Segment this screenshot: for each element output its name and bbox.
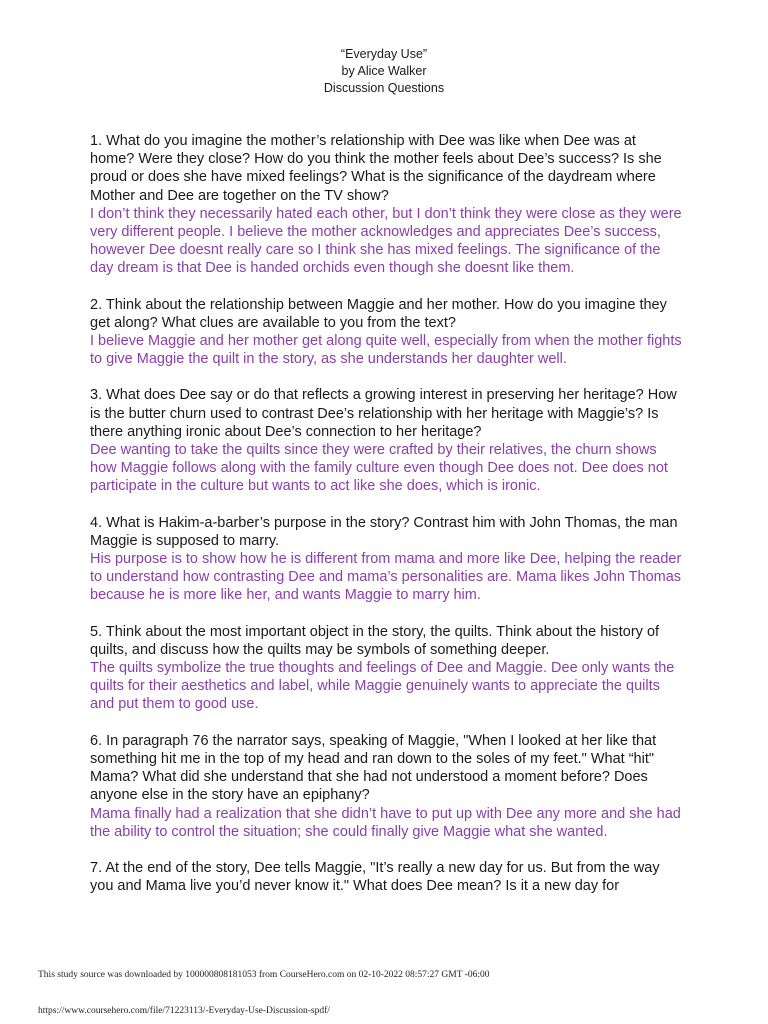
question-text: 1. What do you imagine the mother’s relationship with Dee was like when Dee was at home? Were they close? How do you think the mother feels about Dee’s success? Is she proud or does she have mixed feelings? What is the significance of the daydream where Mother and Dee are together on the TV show? bbox=[90, 133, 662, 204]
source-url: https://www.coursehero.com/file/71223113/-Everyday-Use-Discussion-spdf/ bbox=[38, 1006, 330, 1016]
question-block-2 bbox=[90, 296, 682, 369]
questions-list bbox=[90, 132, 682, 913]
question-text: 6. In paragraph 76 the narrator says, speaking of Maggie, "When I looked at her like that something hit me in the top of my head and ran down to the soles of my feet." What “hit" Mama? What did she understand that she had not understood a moment before? Does anyone else in the story have an epiphany? bbox=[90, 732, 657, 804]
question-block-1 bbox=[90, 132, 682, 278]
download-source-note: This study source was downloaded by 100000808181053 from CourseHero.com on 02-10-2022 08:57:27 GMT -06:00 bbox=[38, 970, 490, 980]
answer-text: Dee wanting to take the quilts since they were crafted by their relatives, the churn shows how Maggie follows along with the family culture even though Dee does not. Dee does not participate in the culture but wants to act like she does, which is ironic. bbox=[90, 442, 668, 495]
document-author: by Alice Walker bbox=[341, 64, 427, 78]
answer-text: Mama finally had a realization that she didn’t have to put up with Dee any more and she had the ability to control the situation; she could finally give Maggie what she wanted. bbox=[90, 805, 681, 840]
question-block-4 bbox=[90, 514, 682, 605]
question-block-7 bbox=[90, 859, 682, 895]
answer-text: His purpose is to show how he is different from mama and more like Dee, helping the reader to understand how contrasting Dee and mama’s personalities are. Mama likes John Thomas because he is more like her, and wants Maggie to marry him. bbox=[90, 551, 682, 604]
document-header bbox=[0, 46, 768, 97]
answer-text: The quilts symbolize the true thoughts and feelings of Dee and Maggie. Dee only wants the quilts for their aesthetics and label, while Maggie genuinely wants to appreciate the quilts and put them to good use. bbox=[90, 660, 675, 713]
question-text: 2. Think about the relationship between Maggie and her mother. How do you imagine they get along? What clues are available to you from the text? bbox=[90, 296, 667, 331]
question-block-3 bbox=[90, 386, 682, 495]
question-text: 5. Think about the most important object in the story, the quilts. Think about the history of quilts, and discuss how the quilts may be symbols of something deeper. bbox=[90, 623, 660, 658]
answer-text: I don’t think they necessarily hated each other, but I don’t think they were close as they were very different people. I believe the mother acknowledges and appreciates Dee’s success, however Dee doesnt really care so I think she has mixed feelings. The significance of the day dream is that Dee is handed orchids even though she doesnt like them. bbox=[90, 205, 682, 277]
document-subtitle: Discussion Questions bbox=[323, 81, 445, 95]
question-text: 4. What is Hakim-a-barber’s purpose in the story? Contrast him with John Thomas, the man Maggie is supposed to marry. bbox=[90, 514, 678, 549]
question-text: 3. What does Dee say or do that reflects a growing interest in preserving her heritage? How is the butter churn used to contrast Dee’s relationship with her heritage with Maggie’s? Is there anything ironic about Dee’s connection to her heritage? bbox=[90, 387, 677, 440]
question-block-5 bbox=[90, 623, 682, 714]
answer-text: I believe Maggie and her mother get along quite well, especially from when the mother fights to give Maggie the quilt in the story, as she understands her daughter well. bbox=[90, 333, 682, 368]
question-block-6 bbox=[90, 732, 682, 841]
document-title: “Everyday Use” bbox=[340, 47, 428, 61]
question-text: 7. At the end of the story, Dee tells Maggie, "It’s really a new day for us. But from the way you and Mama live you’d never know it." What does Dee mean? Is it a new day for bbox=[90, 859, 660, 895]
